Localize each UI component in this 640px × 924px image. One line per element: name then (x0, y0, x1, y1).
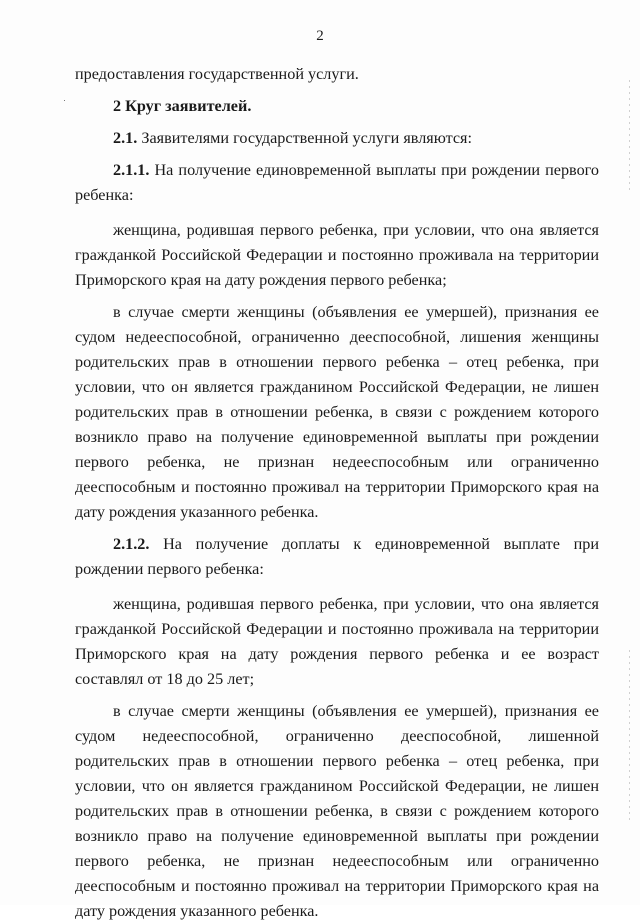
clause-number: 2.1.2. (113, 535, 150, 553)
scan-dot (64, 100, 65, 101)
document-body (75, 62, 599, 924)
scan-edge-mark (629, 80, 630, 190)
clause-text: Заявителями государственной услуги являются: (141, 129, 473, 147)
scan-edge-mark (629, 650, 630, 820)
clause-text: На получение единовременной выплаты при рождении первого ребенка: (75, 161, 600, 204)
paragraph-continuation: предоставления государственной услуги. (75, 65, 359, 83)
clause-text: На получение доплаты к единовременной выплате при рождении первого ребенка: (75, 535, 600, 578)
clause-2-1-2 (75, 532, 599, 582)
section-title: Круг заявителей. (125, 97, 252, 115)
clause-number: 2.1.1. (113, 161, 150, 179)
clause-number: 2.1. (113, 129, 138, 147)
section-number: 2 (113, 97, 122, 115)
paragraph-mother-condition-2: женщина, родившая первого ребенка, при условии, что она является гражданкой Российской Федерации и постоянно проживала на территории Приморского края на дату рождения первого ребенка и ее возраст составлял от 18 до 25 лет; (75, 595, 599, 688)
paragraph-mother-condition-1: женщина, родившая первого ребенка, при условии, что она является гражданкой Российской Федерации и постоянно проживала на территории Приморского края на дату рождения первого ребенка; (75, 221, 599, 289)
paragraph-father-condition-1: в случае смерти женщины (объявления ее умершей), признания ее судом недееспособной, ограниченно дееспособной, лишения женщины родительских прав в отношении первого ребенка – отец ребенка, при условии, что он является гражданином Российской Федерации, не лишен родительских прав в отношении ребенка, в связи с рождением которого возникло право на получение единовременной выплаты при рождении первого ребенка, не признан недееспособным или ограниченно дееспособным и постоянно проживал на территории Приморского края на дату рождения указанного ребенка. (75, 303, 599, 521)
paragraph-father-condition-2: в случае смерти женщины (объявления ее умершей), признания ее судом недееспособной, ограниченно дееспособной, лишенной родительских прав в отношении первого ребенка – отец ребенка, при условии, что он является гражданином Российской Федерации, не лишен родительских прав в отношении ребенка, в связи с рождением которого возникло право на получение единовременной выплаты при рождении первого ребенка, не признан недееспособным или ограниченно дееспособным и постоянно проживал на территории Приморского края на дату рождения указанного ребенка. (75, 702, 599, 920)
clause-2-1 (75, 126, 599, 151)
clause-2-1-1 (75, 158, 599, 208)
section-heading (75, 94, 599, 119)
page-number: 2 (316, 28, 324, 44)
